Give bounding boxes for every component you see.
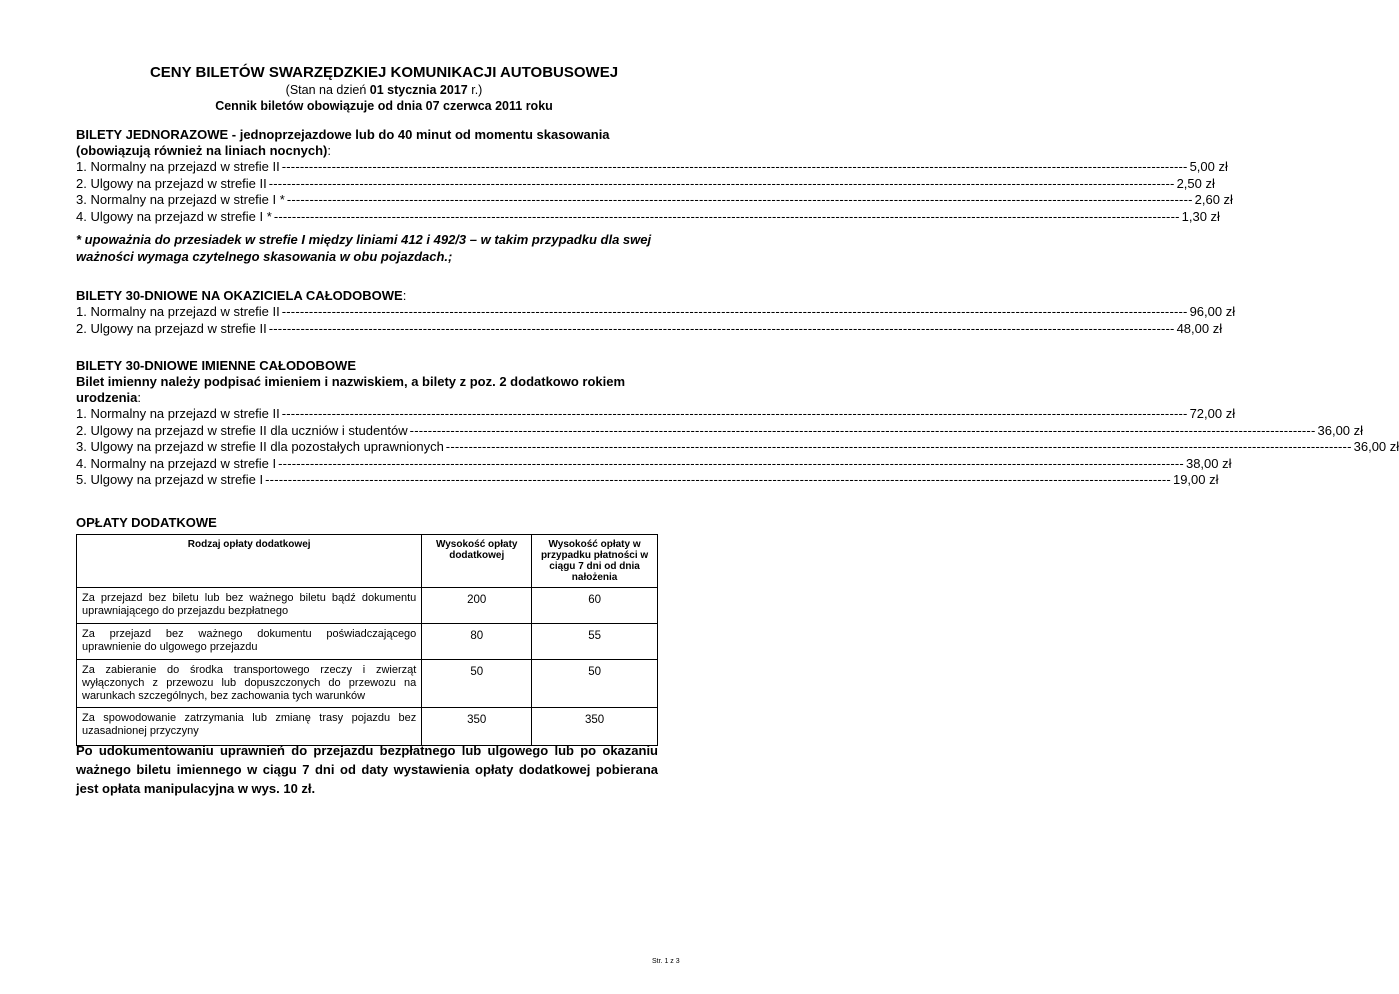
transfer-note <box>76 231 658 265</box>
ticket-price: 72,00 zł <box>1189 406 1236 421</box>
dash-leader: -------------------------------------------------------------------------------------------------------------------------------------------------------------------------------------------------------- <box>281 304 1188 319</box>
price-line <box>76 304 1236 321</box>
ticket-price: 96,00 zł <box>1189 304 1236 319</box>
price-line <box>76 192 1233 209</box>
ticket-price: 38,00 zł <box>1185 455 1232 471</box>
single-tickets-heading-line1: BILETY JEDNORAZOWE - jednoprzejazdowe lub do 40 minut od momentu skasowania <box>76 127 610 142</box>
price-line <box>76 159 1228 176</box>
fee-amount: 80 <box>422 624 532 660</box>
single-tickets-heading-line2 <box>76 143 658 159</box>
ticket-label: 3. Normalny na przejazd w strefie I * <box>76 192 285 207</box>
status-date-prefix: (Stan na dzień <box>285 83 370 97</box>
fee-reduced-amount: 60 <box>532 588 658 624</box>
ticket-price: 36,00 zł <box>1317 422 1364 438</box>
fee-description: Za zabieranie do środka transportowego rzeczy i zwierząt wyłączonych z przewozu lub dopuszczonych do przewozu na warunkach szczególnych, bez zachowania tych warunków <box>77 660 422 708</box>
fee-amount: 350 <box>422 708 532 746</box>
ticket-label: 4. Ulgowy na przejazd w strefie I * <box>76 208 272 224</box>
fees-table <box>76 534 658 746</box>
fee-reduced-amount: 50 <box>532 660 658 708</box>
price-line <box>76 208 1220 226</box>
dash-leader: -------------------------------------------------------------------------------------------------------------------------------------------------------------------------------------------------------- <box>278 455 1184 471</box>
status-date <box>0 83 768 97</box>
heading-colon: : <box>402 288 407 303</box>
single-tickets-heading-line2-text: (obowiązują również na liniach nocnych) <box>76 143 328 158</box>
validity-date: Cennik biletów obowiązuje od dnia 07 czerwca 2011 roku <box>215 99 553 113</box>
personal-tickets-heading: BILETY 30-DNIOWE IMIENNE CAŁODOBOWE <box>76 358 356 373</box>
col-header-reduced-fee: Wysokość opłaty w przypadku płatności w ciągu 7 dni od dnia nałożenia <box>532 535 658 588</box>
ticket-label: 1. Normalny na przejazd w strefie II <box>76 304 280 319</box>
handling-fee-note: Po udokumentowaniu uprawnień do przejazdu bezpłatnego lub ulgowego lub po okazaniu ważnego biletu imiennego w ciągu 7 dni od daty wystawienia opłaty dodatkowej pobierana jest opłata manipulacyjna w wys. 10 zł. <box>76 743 658 796</box>
price-line <box>76 472 1219 489</box>
ticket-label: 2. Ulgowy na przejazd w strefie II dla uczniów i studentów <box>76 422 408 438</box>
bearer-tickets-section <box>76 288 1236 337</box>
ticket-price: 5,00 zł <box>1189 159 1228 174</box>
ticket-label: 5. Ulgowy na przejazd w strefie I <box>76 472 264 487</box>
personal-tickets-subheading-text: Bilet imienny należy podpisać imieniem i nazwiskiem, a bilety z poz. 2 dodatkowo rokiem urodzenia <box>76 374 626 405</box>
price-line <box>76 422 1364 440</box>
heading-colon: : <box>137 390 142 405</box>
price-line <box>76 175 1215 193</box>
dash-leader: -------------------------------------------------------------------------------------------------------------------------------------------------------------------------------------------------------- <box>281 159 1188 174</box>
fee-description: Za spowodowanie zatrzymania lub zmianę trasy pojazdu bez uzasadnionej przyczyny <box>77 708 422 746</box>
dash-leader: -------------------------------------------------------------------------------------------------------------------------------------------------------------------------------------------------------- <box>268 175 1175 191</box>
price-line <box>76 320 1223 338</box>
ticket-label: 1. Normalny na przejazd w strefie II <box>76 406 280 421</box>
dash-leader: -------------------------------------------------------------------------------------------------------------------------------------------------------------------------------------------------------- <box>273 208 1180 224</box>
single-tickets-section <box>76 127 1233 225</box>
bearer-tickets-heading-text: BILETY 30-DNIOWE NA OKAZICIELA CAŁODOBOWE <box>76 288 403 303</box>
fee-reduced-amount: 55 <box>532 624 658 660</box>
transfer-note-line2: ważności wymaga czytelnego skasowania w obu pojazdach.; <box>76 249 453 264</box>
ticket-label: 2. Ulgowy na przejazd w strefie II <box>76 175 267 191</box>
heading-colon: : <box>327 143 331 158</box>
dash-leader: -------------------------------------------------------------------------------------------------------------------------------------------------------------------------------------------------------- <box>445 439 1352 454</box>
personal-tickets-subheading <box>76 374 658 406</box>
fee-description: Za przejazd bez biletu lub bez ważnego biletu bądź dokumentu uprawniającego do przejazdu bezpłatnego <box>77 588 422 624</box>
fee-reduced-amount: 350 <box>532 708 658 746</box>
table-row <box>77 588 658 624</box>
ticket-label: 2. Ulgowy na przejazd w strefie II <box>76 320 267 336</box>
dash-leader: -------------------------------------------------------------------------------------------------------------------------------------------------------------------------------------------------------- <box>281 406 1188 421</box>
dash-leader: -------------------------------------------------------------------------------------------------------------------------------------------------------------------------------------------------------- <box>268 320 1175 336</box>
status-date-suffix: r.) <box>467 83 483 97</box>
fee-amount: 200 <box>422 588 532 624</box>
ticket-price: 36,00 zł <box>1353 439 1399 454</box>
ticket-price: 2,50 zł <box>1176 175 1215 191</box>
table-row <box>77 660 658 708</box>
single-tickets-heading <box>76 127 658 159</box>
transfer-note-line1: * upoważnia do przesiadek w strefie I między liniami 412 i 492/3 – w takim przypadku dla swej <box>76 232 652 247</box>
table-row <box>77 624 658 660</box>
personal-tickets-section <box>76 358 1399 489</box>
ticket-price: 2,60 zł <box>1194 192 1233 207</box>
ticket-price: 19,00 zł <box>1172 472 1219 487</box>
ticket-label: 3. Ulgowy na przejazd w strefie II dla pozostałych uprawnionych <box>76 439 444 454</box>
price-line <box>76 406 1236 423</box>
table-row <box>77 708 658 746</box>
col-header-type: Rodzaj opłaty dodatkowej <box>77 535 422 588</box>
fee-amount: 50 <box>422 660 532 708</box>
ticket-price: 1,30 zł <box>1181 208 1220 224</box>
ticket-price: 48,00 zł <box>1176 320 1223 336</box>
page-number: Str. 1 z 3 <box>652 958 680 965</box>
table-header-row <box>77 535 658 588</box>
price-line <box>76 455 1232 473</box>
price-line <box>76 439 1399 456</box>
ticket-label: 4. Normalny na przejazd w strefie I <box>76 455 277 471</box>
ticket-label: 1. Normalny na przejazd w strefie II <box>76 159 280 174</box>
status-date-value: 01 stycznia 2017 <box>369 83 468 97</box>
dash-leader: -------------------------------------------------------------------------------------------------------------------------------------------------------------------------------------------------------- <box>409 422 1316 438</box>
col-header-fee: Wysokość opłaty dodatkowej <box>422 535 532 588</box>
bearer-tickets-heading <box>76 288 658 304</box>
fees-heading: OPŁATY DODATKOWE <box>76 515 217 530</box>
document-title: CENY BILETÓW SWARZĘDZKIEJ KOMUNIKACJI AUTOBUSOWEJ <box>149 64 619 81</box>
dash-leader: -------------------------------------------------------------------------------------------------------------------------------------------------------------------------------------------------------- <box>286 192 1193 207</box>
fee-description: Za przejazd bez ważnego dokumentu poświadczającego uprawnienie do ulgowego przejazdu <box>77 624 422 660</box>
dash-leader: -------------------------------------------------------------------------------------------------------------------------------------------------------------------------------------------------------- <box>265 472 1171 487</box>
